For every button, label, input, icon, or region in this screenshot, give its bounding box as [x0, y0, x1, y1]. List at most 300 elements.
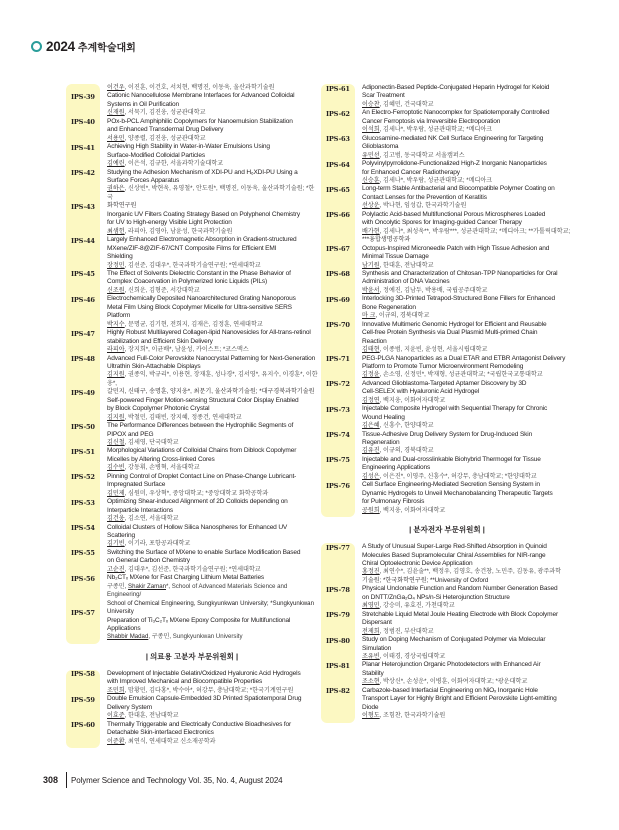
presenting-author: 전제희	[362, 627, 380, 635]
author-line	[107, 228, 318, 236]
author-line	[362, 507, 573, 515]
poster-body	[107, 160, 318, 185]
author-line	[107, 185, 318, 202]
poster-group	[321, 84, 573, 517]
poster-title: Delivery System	[107, 703, 153, 711]
poster-title: Colloidal Clusters of Hollow Silica Nanospheres for Enhanced UV	[107, 523, 288, 531]
presenting-author: 신승훈	[362, 176, 380, 184]
poster-entry	[321, 687, 573, 721]
poster-entry	[66, 439, 318, 464]
poster-number: IPS-40	[71, 118, 95, 127]
poster-body	[362, 405, 573, 430]
poster-title: Micelles by Altering Cross-linked Cores	[107, 455, 215, 463]
poster-title: Interlocking 3D-Printed Tetrapod-Structured Bone Fillers for Enhanced	[362, 295, 555, 303]
poster-title: Dispersant	[362, 619, 392, 627]
poster-title: Achieving High Stability in Water-in-Water Emulsions Using	[107, 143, 270, 151]
poster-body	[107, 583, 318, 634]
header-year: 2024	[46, 39, 75, 54]
author-line	[107, 321, 318, 329]
poster-number: IPS-42	[71, 169, 95, 178]
poster-title: Inorganic UV Filters Coating Strategy Based on Polyphenol Chemistry	[107, 210, 301, 218]
author-affiliations: , 김세나*, 박우람, 성균관대학교; *메디아크	[379, 126, 493, 134]
author-affiliations: , 조힘찬, 한국과학기술원	[379, 712, 446, 720]
poster-title: Electrochemically Deposited Nanoarchitectured Grating Nanoporous	[107, 295, 296, 303]
poster-number: IPS-56	[71, 574, 95, 583]
author-affiliations: 기술원; *한국화학연구원; **University of Oxford	[362, 576, 489, 584]
presenting-author: 이준환	[107, 737, 125, 745]
author-affiliations: , 이기라, 포항공과대학교	[124, 540, 191, 548]
poster-entry	[321, 611, 573, 636]
poster-title: Minimal Tissue Damage	[362, 253, 429, 261]
poster-entry	[66, 135, 318, 160]
poster-number: IPS-48	[71, 354, 95, 363]
poster-body	[362, 185, 573, 210]
poster-title: Polyvinylpyrrolidone-Functionalized High-Z Inorganic Nanoparticles	[362, 160, 547, 168]
poster-body	[362, 543, 573, 585]
poster-title: Synthesis and Characterization of Chitosan-TPP Nanoparticles for Oral	[362, 269, 558, 277]
poster-title: Reaction	[362, 337, 387, 345]
poster-number: IPS-62	[326, 109, 350, 118]
poster-title: Applications	[107, 625, 141, 632]
author-line	[107, 490, 318, 498]
author-line	[362, 602, 573, 610]
author-line	[362, 262, 573, 270]
poster-title: Injectable Composite Hydrogel with Sequential Therapy for Chronic	[362, 405, 548, 413]
author-affiliations: , 한대훈, 전남대학교	[379, 261, 434, 269]
poster-title: Cationic Nanocellulose Membrane Interfaces for Advanced Colloidal	[107, 92, 295, 100]
author-affiliations: , 심원미, 우상혁*, 중앙대학교; *중앙대학교 화학공학과	[124, 489, 269, 497]
author-affiliations: , 한대훈, 전남대학교	[124, 712, 179, 720]
poster-title: Adiponectin-Based Peptide-Conjugated Heparin Hydrogel for Keloid	[362, 84, 550, 91]
section-heading: | 의료용 고분자 부문위원회 |	[145, 651, 239, 661]
presenting-author: 박지수	[107, 320, 125, 328]
poster-body	[107, 287, 318, 321]
presenting-author: 신재원	[107, 109, 125, 117]
author-affiliations: , 박철민, 김태빈, 장지혜, 정종건, 연세대학교	[124, 413, 242, 421]
author-line	[107, 687, 318, 695]
author-affiliations: , 라피아, 김영아, 남윤성, 한국과학기술원	[124, 227, 233, 235]
poster-title: Octopus-Inspired Microneedle Patch with High Tissue Adhesion and	[362, 244, 550, 252]
poster-entry	[321, 270, 573, 295]
poster-number: IPS-51	[71, 447, 95, 456]
poster-number: IPS-71	[326, 355, 350, 363]
presenting-author: 최영민	[362, 602, 380, 610]
poster-body	[362, 661, 573, 686]
presenting-author: 박윤서	[362, 286, 380, 294]
author-affiliations: , 권종익, 박규리*, 이용현, 장재훈, 성나경*, 김서영*, 유지수, 이경훈*, 이한웅*,	[107, 371, 318, 387]
author-affiliations: *, School of Advanced Materials Science and Engineering/	[107, 582, 288, 599]
author-line	[362, 371, 573, 379]
poster-number: IPS-55	[71, 549, 95, 558]
author-line	[362, 312, 573, 320]
poster-title: Cancer Ferroptosis via Irreversible Electroporation	[362, 117, 501, 125]
poster-title: Stability	[362, 669, 384, 677]
poster-number: IPS-52	[71, 473, 95, 482]
poster-title: Systems in Oil Purification	[107, 100, 179, 108]
poster-entry	[321, 185, 573, 210]
author-affiliations: , 김소연, 서울대학교	[124, 515, 179, 523]
author-affiliations: University	[107, 608, 134, 616]
poster-entry	[321, 456, 573, 481]
presenting-author: 김지원	[107, 371, 125, 379]
presenting-author: 조유빈	[362, 653, 380, 660]
poster-number: IPS-77	[326, 543, 350, 552]
poster-body	[107, 84, 318, 109]
presenting-author: 김신철	[107, 439, 125, 447]
poster-title: Advanced Glioblastoma-Targeted Aptamer Discovery by 3D	[362, 379, 527, 387]
poster-number: IPS-66	[326, 211, 350, 220]
poster-title: Preparation of Ti₃C₂Tₓ MXene Epoxy Composite for Multifunctional	[107, 616, 291, 624]
poster-number: IPS-58	[71, 670, 95, 679]
poster-body	[362, 431, 573, 456]
presenting-author: 고순진	[107, 565, 125, 573]
poster-entry	[321, 295, 573, 320]
poster-number: IPS-67	[326, 245, 350, 254]
poster-title: by Block Copolymer Photonic Crystal	[107, 405, 210, 413]
presenting-author: 최샘헌	[107, 227, 125, 235]
author-affiliations: , 손소영, 신정민*, 박재형, 성균관대학교; *국립한국교통대학교	[379, 371, 543, 379]
presenting-author: 이형도	[362, 712, 380, 720]
presenting-author: 유민선	[362, 151, 380, 159]
poster-entry	[66, 321, 318, 346]
poster-title: Glioblastoma	[362, 143, 399, 151]
poster-number: IPS-64	[326, 160, 350, 169]
poster-entry	[66, 414, 318, 439]
poster-entry	[66, 160, 318, 185]
poster-number: IPS-60	[71, 721, 95, 730]
poster-title: Optimizing Shear-induced Alignment of 2D Colloids depending on	[107, 498, 288, 506]
poster-body	[362, 135, 573, 160]
poster-title: Study on Doping Mechanism of Conjugated Polymer via Molecular	[362, 636, 546, 644]
poster-body	[107, 135, 318, 160]
author-affiliations: , 강승미, 유효진, 가천대학교	[379, 602, 455, 610]
author-line	[107, 515, 318, 523]
poster-number: IPS-45	[71, 270, 95, 279]
presenting-author: 김태현	[362, 346, 380, 354]
poster-entry	[66, 515, 318, 540]
poster-title: Shielding	[107, 253, 133, 261]
poster-body	[107, 346, 318, 371]
author-affiliations: , 백지웅, 이화여자대학교	[379, 396, 446, 404]
poster-title: The Performance Differences between the Hydrophilic Segments of	[107, 422, 294, 430]
poster-title: Scar Treatment	[362, 92, 405, 100]
poster-number: IPS-50	[71, 422, 95, 431]
author-affiliations: , 이종범, 지윤빈, 윤성현, 서울시립대학교	[379, 346, 488, 354]
author-affiliations: , 박나현, 임성갑, 한국과학기술원	[379, 202, 467, 210]
presenting-author: 이건우	[107, 84, 125, 91]
poster-title: Platform	[107, 312, 131, 320]
poster-body	[362, 295, 573, 320]
poster-body	[362, 585, 573, 610]
poster-entry	[321, 543, 573, 585]
poster-title: Morphological Variations of Colloidal Chains from Diblock Copolymer	[107, 447, 297, 455]
author-line	[362, 126, 573, 134]
author-line	[107, 262, 318, 270]
poster-number: IPS-63	[326, 135, 350, 144]
poster-title: Stretchable Liquid Metal Joule Heating Electrode with Block Copolymer	[362, 610, 558, 618]
poster-body	[107, 371, 318, 413]
poster-body	[362, 456, 573, 481]
presenting-author: 이효준	[107, 712, 125, 720]
author-affiliations: , 구종민, Sungkyunkwan University	[148, 633, 243, 641]
poster-entry	[321, 636, 573, 661]
presenting-author: 김은혜	[362, 422, 380, 430]
poster-title: Surface-Modified Colloidal Particles	[107, 151, 205, 159]
poster-body	[362, 321, 573, 355]
poster-entry	[66, 109, 318, 134]
presenting-author: 권하은	[107, 185, 125, 193]
poster-number: IPS-43	[71, 202, 95, 211]
author-line	[362, 422, 573, 430]
author-affiliations: , 양종렬, 김진웅, 성균관대학교	[124, 134, 206, 142]
presenting-author: 라피아	[107, 346, 125, 354]
presenting-author: 김예린	[107, 160, 125, 168]
poster-number: IPS-69	[326, 295, 350, 304]
author-affiliations: ***융합생명공학과	[362, 236, 411, 244]
presenting-author: 조소현	[362, 678, 380, 686]
poster-body	[107, 439, 318, 464]
poster-body	[362, 109, 573, 134]
author-line	[107, 160, 318, 168]
presenting-author: 신조원	[107, 286, 125, 294]
poster-body	[362, 245, 573, 270]
poster-title: for Pulmonary Fibrosis	[362, 498, 425, 506]
poster-title: Molecules Based Supramolecular Chiral Assemblies for NIR-range	[362, 551, 546, 559]
poster-title: Wound Healing	[362, 413, 405, 421]
author-affiliations: , 정예진, 김남두, 박용배, 국립공주대학교	[379, 286, 488, 294]
presenting-author: 김민제	[107, 489, 125, 497]
author-affiliations: , 이규의, 경북대학교	[379, 447, 434, 455]
author-affiliations: , 김선준, 김대우*, 한국과학기술연구원; *연세대학교	[124, 261, 261, 269]
presenting-author: 공원희	[362, 506, 380, 514]
poster-title: Highly Robust Multilayered Collagen-lipid Nanovesicles for All-trans-retinol	[107, 329, 311, 337]
poster-body	[107, 566, 318, 583]
poster-title: Surface Forces Apparatus	[107, 176, 180, 184]
poster-group	[66, 84, 318, 644]
author-affiliations: , 김세나*, 최성욱**, 박우람***, 성균관대학교; *메디아크; **가톨릭대학교;	[379, 227, 571, 235]
author-affiliations: , 신상빈*, 박현욱, 유영철*, 안도원*, 백명진, 이동욱, 울산과학기술원; *한국	[107, 185, 315, 201]
author-affiliations: , 강동휘, 손병혁, 서울대학교	[124, 464, 200, 472]
author-line	[362, 397, 573, 405]
poster-entry	[66, 566, 318, 583]
author-line	[107, 566, 318, 574]
poster-entry	[66, 670, 318, 695]
poster-number: IPS-61	[326, 84, 350, 93]
author-affiliations: , 백지웅, 이화여자대학교	[379, 506, 446, 514]
poster-body	[107, 721, 318, 746]
poster-title: Platform to Promote Tumor Microenvironment Remodeling	[362, 362, 524, 370]
poster-number: IPS-54	[71, 524, 95, 533]
poster-body	[362, 481, 573, 515]
presenting-author: Shakir Zaman	[128, 582, 166, 590]
poster-title: The Effect of Solvents Dielectric Constant in the Phase Behavior of	[107, 269, 291, 277]
presenting-author: 이승찬	[362, 100, 380, 108]
presenting-author: 김기빈	[107, 540, 125, 548]
poster-title: Nb₂CTₓ MXene for Fast Charging Lithium Metal Batteries	[107, 574, 265, 582]
poster-number: IPS-81	[326, 661, 350, 670]
poster-title: Cell Surface Engineering-Mediated Secretion Sensing System in	[362, 481, 540, 489]
poster-title: An Electro-Ferroptotic Nanocomplex for Spatiotemporally Controlled	[362, 109, 550, 117]
poster-entry	[321, 109, 573, 134]
poster-title: Polylactic Acid-based Multifunctional Porous Microspheres Loaded	[362, 210, 546, 218]
author-affiliations: , 이은석, 김규한, 서울과학기술대학교	[124, 160, 224, 168]
poster-entry	[66, 346, 318, 371]
poster-body	[107, 185, 318, 227]
poster-number: IPS-76	[326, 481, 350, 490]
presenting-author: 서용민	[107, 134, 125, 142]
poster-entry	[66, 84, 318, 109]
poster-number: IPS-68	[326, 270, 350, 279]
author-affiliations: , 문명균, 김기현, 전희지, 김재은, 김정훈, 연세대학교	[124, 320, 263, 328]
presenting-author: 김정윤	[362, 371, 380, 379]
presenting-author: 김성은	[362, 472, 380, 480]
author-affiliations: , 신흥수, 한양대학교	[379, 422, 434, 430]
poster-body	[107, 414, 318, 439]
presenting-author: 배가현	[362, 227, 380, 235]
poster-number: IPS-75	[326, 456, 350, 465]
poster-entry	[321, 355, 573, 380]
author-affiliations: , 장지희*, 이균배*, 남윤성, 카이스트; *코스맥스	[124, 346, 249, 354]
author-affiliations: , 김혜민, 건국대학교	[379, 100, 434, 108]
poster-title: Injectable and Dual-crosslinkable Biohybrid Thermogel for Tissue	[362, 455, 541, 463]
poster-entry	[321, 431, 573, 456]
poster-title: Studying the Adhesion Mechanism of XDI-PU and H₆XDI-PU Using a	[107, 168, 298, 176]
author-line	[362, 101, 573, 109]
poster-title: Self-powered Finger Motion-sensing Structural Color Display Enabled	[107, 396, 299, 404]
poster-title: with Improved Mechanical and Biocompatible Properties	[107, 678, 263, 686]
poster-body	[107, 515, 318, 540]
poster-title: for Enhanced Cancer Radiotherapy	[362, 168, 460, 176]
poster-number: IPS-49	[71, 388, 95, 397]
presenting-author: 남기원	[362, 261, 380, 269]
presenting-author: 김유진	[362, 447, 380, 455]
poster-entry	[321, 481, 573, 515]
author-line	[107, 346, 318, 354]
poster-number: IPS-59	[71, 695, 95, 704]
poster-body	[107, 464, 318, 489]
poster-title: Carbazole-based Interfacial Engineering on NiOₓ Inorganic Hole	[362, 686, 538, 694]
poster-body	[107, 670, 318, 695]
author-affiliations: , 김고범, 동국대학교 서울캠퍼스	[379, 151, 465, 159]
poster-title: Chiral Optoelectronic Device Application	[362, 560, 473, 568]
author-line	[107, 633, 318, 641]
poster-number: IPS-53	[71, 498, 95, 507]
poster-number: IPS-65	[326, 185, 350, 194]
presenting-author: 마 크	[362, 312, 376, 320]
presenting-author: 이석희	[362, 126, 380, 134]
poster-title: Diode	[362, 703, 379, 711]
poster-body	[107, 109, 318, 134]
poster-entry	[321, 321, 573, 355]
author-affiliations: , 김세영, 단국대학교	[124, 439, 179, 447]
poster-number: IPS-70	[326, 321, 350, 330]
poster-entry	[66, 583, 318, 634]
author-line	[107, 712, 318, 720]
author-affiliations: , 박상신*, 손성운*, 이병훈, 이화여자대학교; *광운대학교	[379, 678, 528, 686]
author-line	[107, 540, 318, 548]
author-line	[362, 228, 573, 236]
author-affiliations: , 김세나*, 박우람, 성균관대학교; *메디아크	[379, 176, 493, 184]
poster-title: for UV to High-energy Visible Light Protection	[107, 219, 232, 227]
poster-entry	[321, 405, 573, 430]
header-title: 추계학술대회	[77, 43, 136, 54]
presenting-author: 장정민	[107, 261, 125, 269]
poster-title: Tissue-Adhesive Drug Delivery System for Drug-Induced Skin	[362, 430, 533, 438]
poster-title: Administration of DNA Vaccines	[362, 278, 450, 286]
page-header	[31, 39, 136, 54]
poster-number: IPS-57	[71, 608, 95, 617]
poster-body	[362, 611, 573, 636]
poster-body	[107, 262, 318, 287]
presenting-author: 김수빈	[107, 464, 125, 472]
poster-number: IPS-74	[326, 431, 350, 440]
poster-body	[107, 540, 318, 565]
author-line	[107, 371, 318, 388]
poster-title: and Enhanced Transdermal Drug Delivery	[107, 126, 224, 134]
poster-entry	[321, 160, 573, 185]
presenting-author: 조민희	[107, 686, 125, 694]
poster-title: stabilization and Efficient Skin Delivery	[107, 337, 213, 345]
right-column	[321, 84, 573, 723]
author-line	[362, 712, 573, 720]
section-heading: | 분자전자 부문위원회 |	[409, 525, 485, 535]
poster-body	[362, 84, 573, 109]
presenting-author: 김정연	[362, 396, 380, 404]
poster-entry	[66, 464, 318, 489]
poster-title: Scattering	[107, 532, 135, 540]
poster-body	[107, 321, 318, 346]
poster-title: Thermally Triggerable and Electrically Conductive Bioadhesives for	[107, 720, 292, 728]
poster-entry	[66, 287, 318, 321]
poster-title: Long-term Stable Antibacterial and Biocompatible Polymer Coating on	[362, 185, 555, 193]
poster-group	[321, 543, 573, 723]
circle-bullet-icon	[31, 41, 42, 52]
poster-number: IPS-46	[71, 295, 95, 304]
poster-entry	[66, 490, 318, 515]
author-line	[107, 439, 318, 447]
poster-title: Bone Regeneration	[362, 303, 416, 311]
poster-body	[362, 160, 573, 185]
poster-number: IPS-78	[326, 585, 350, 594]
poster-body	[107, 228, 318, 262]
author-affiliations: , 이진훈, 이건호, 서치현, 백명진, 이동욱, 울산과학기술원	[124, 84, 275, 91]
poster-title: Cell-free Protein Synthesis via Dual Plasmid Multi-primed Chain	[362, 329, 538, 337]
presenting-author: 김건웅	[107, 515, 125, 523]
poster-body	[107, 695, 318, 720]
poster-title: Dynamic Hydrogels to Unveil Mechanobalancing Therapeutic Targets	[362, 489, 553, 497]
poster-title: Advanced Full-Color Perovskite Nanocrystal Patterning for Next-Generation	[107, 354, 316, 362]
poster-number: IPS-72	[326, 380, 350, 389]
page-footer	[20, 772, 283, 788]
author-affiliations: 갈민지, 신태구, 송명훈, 양지웅*, 최문기, 울산과학기술원; *대구경북과학기술원	[107, 388, 315, 396]
poster-title: on DNTT/ZnGa₂O₄ NPs/n-Si Heterojunction Structure	[362, 593, 510, 601]
author-affiliations: , 김대우*, 김선준, 한국과학기술연구원; *연세대학교	[124, 565, 261, 573]
author-line	[362, 568, 573, 576]
author-line	[362, 473, 573, 481]
presenting-author: 홍정진	[362, 568, 380, 576]
poster-body	[362, 636, 573, 661]
author-line	[107, 135, 318, 143]
poster-title: Transport Layer for Highly Bright and Efficient Perovskite Light-emitting	[362, 695, 557, 703]
poster-entry	[66, 371, 318, 413]
poster-title: Switching the Surface of MXene to enable Surface Modification Based	[107, 548, 301, 556]
author-affiliations: , 이태경, 경상국립대학교	[379, 653, 446, 660]
poster-body	[107, 490, 318, 515]
author-affiliations: , 이규의, 경북대학교	[375, 312, 430, 320]
author-line	[362, 628, 573, 636]
poster-title: Development of Injectable Gelatin/Oxidized Hyaluronic Acid Hydrogels	[107, 669, 301, 677]
left-column	[66, 84, 318, 748]
